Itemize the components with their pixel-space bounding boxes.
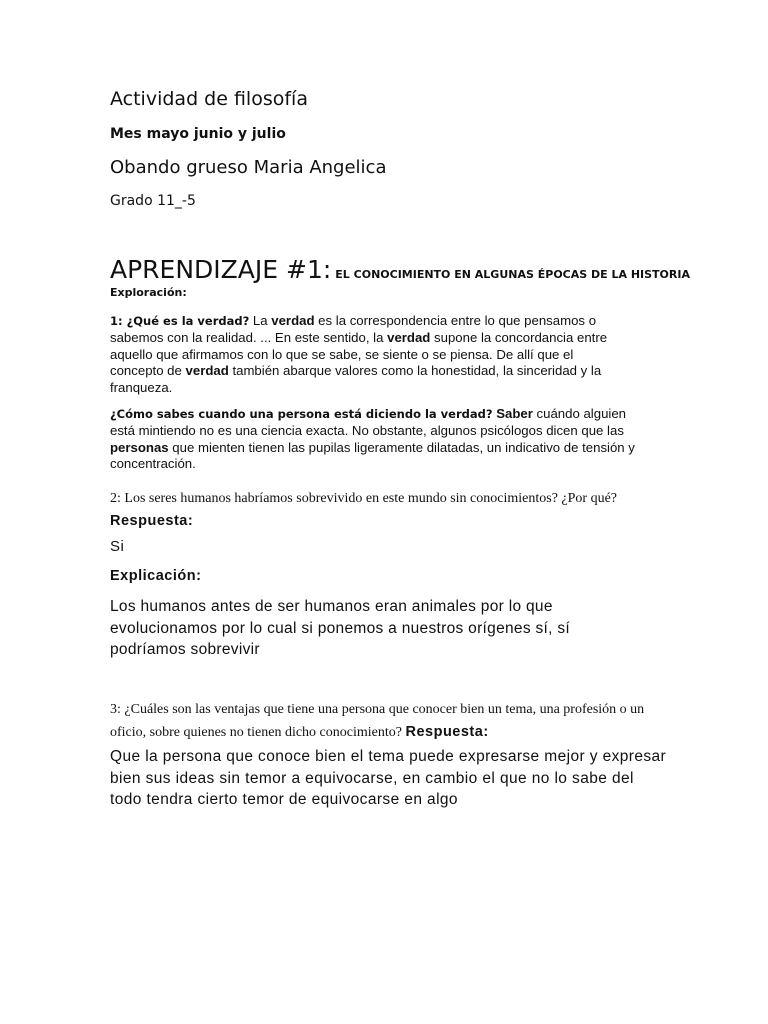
question-1-paragraph (110, 313, 630, 397)
question-1-text: 1: ¿Qué es la verdad? (110, 314, 250, 328)
answer-text: que mienten tienen las pupilas ligeramente dilatadas, un indicativo de tensión y concentración. (110, 439, 635, 472)
section-subheading: EL CONOCIMIENTO EN ALGUNAS ÉPOCAS DE LA HISTORIA (335, 268, 690, 281)
question-2-answer: Si (110, 538, 125, 555)
student-name: Obando grueso Maria Angelica (110, 157, 387, 178)
months-line: Mes mayo junio y julio (110, 126, 286, 142)
response-label: Respuesta: (110, 513, 194, 529)
document-title: Actividad de filosofía (110, 88, 308, 110)
keyword: verdad (387, 329, 431, 345)
section-heading (110, 255, 690, 284)
answer-text: supone la concordancia entre aquello que afirmamos con lo que se sabe, se siente o se piensa. De allí que el concepto de (110, 329, 608, 379)
keyword: verdad (185, 363, 229, 379)
question-1b-paragraph (110, 406, 640, 473)
grade-line: Grado 11_-5 (110, 193, 196, 209)
exploration-label: Exploración: (110, 286, 187, 299)
answer-text: La (249, 313, 272, 328)
question-2-text: 2: Los seres humanos habríamos sobrevivido en este mundo sin conocimientos? ¿Por qué? (110, 491, 618, 506)
keyword: Saber (496, 406, 533, 421)
keyword: verdad (271, 313, 315, 328)
section-heading-main: APRENDIZAJE #1: (110, 255, 332, 284)
question-3-paragraph (110, 699, 670, 744)
explanation-text: Los humanos antes de ser humanos eran animales por lo que evolucionamos por lo cual si ponemos a nuestros orígenes sí, sí podríamos sobrevivir (110, 598, 571, 658)
question-2-paragraph (110, 488, 650, 533)
answer-text: cuándo alguien está mintiendo no es una ciencia exacta. No obstante, algunos psicólogos dicen que las (110, 406, 626, 438)
answer-text: también abarque valores como la honestidad, la sinceridad y la franqueza. (110, 363, 602, 396)
keyword: personas (110, 439, 169, 455)
question-3-text: 3: ¿Cuáles son las ventajas que tiene una persona que conocer bien un tema, una profesión o un oficio, sobre quienes no tienen dicho conocimiento? (110, 702, 645, 740)
explanation-label: Explicación: (110, 568, 202, 584)
answer-text: es la correspondencia entre lo que pensamos o sabemos con la realidad. ... En este sentido, la (110, 313, 597, 345)
question-1b-text: ¿Cómo sabes cuando una persona está diciendo la verdad? (110, 407, 493, 421)
response-label: Respuesta: (405, 724, 489, 740)
question-3-answer: Que la persona que conoce bien el tema puede expresarse mejor y expresar bien sus ideas sin temor a equivocarse, en cambio el que no lo sabe del todo tendra cierto temor de equivocarse en algo (110, 748, 667, 808)
